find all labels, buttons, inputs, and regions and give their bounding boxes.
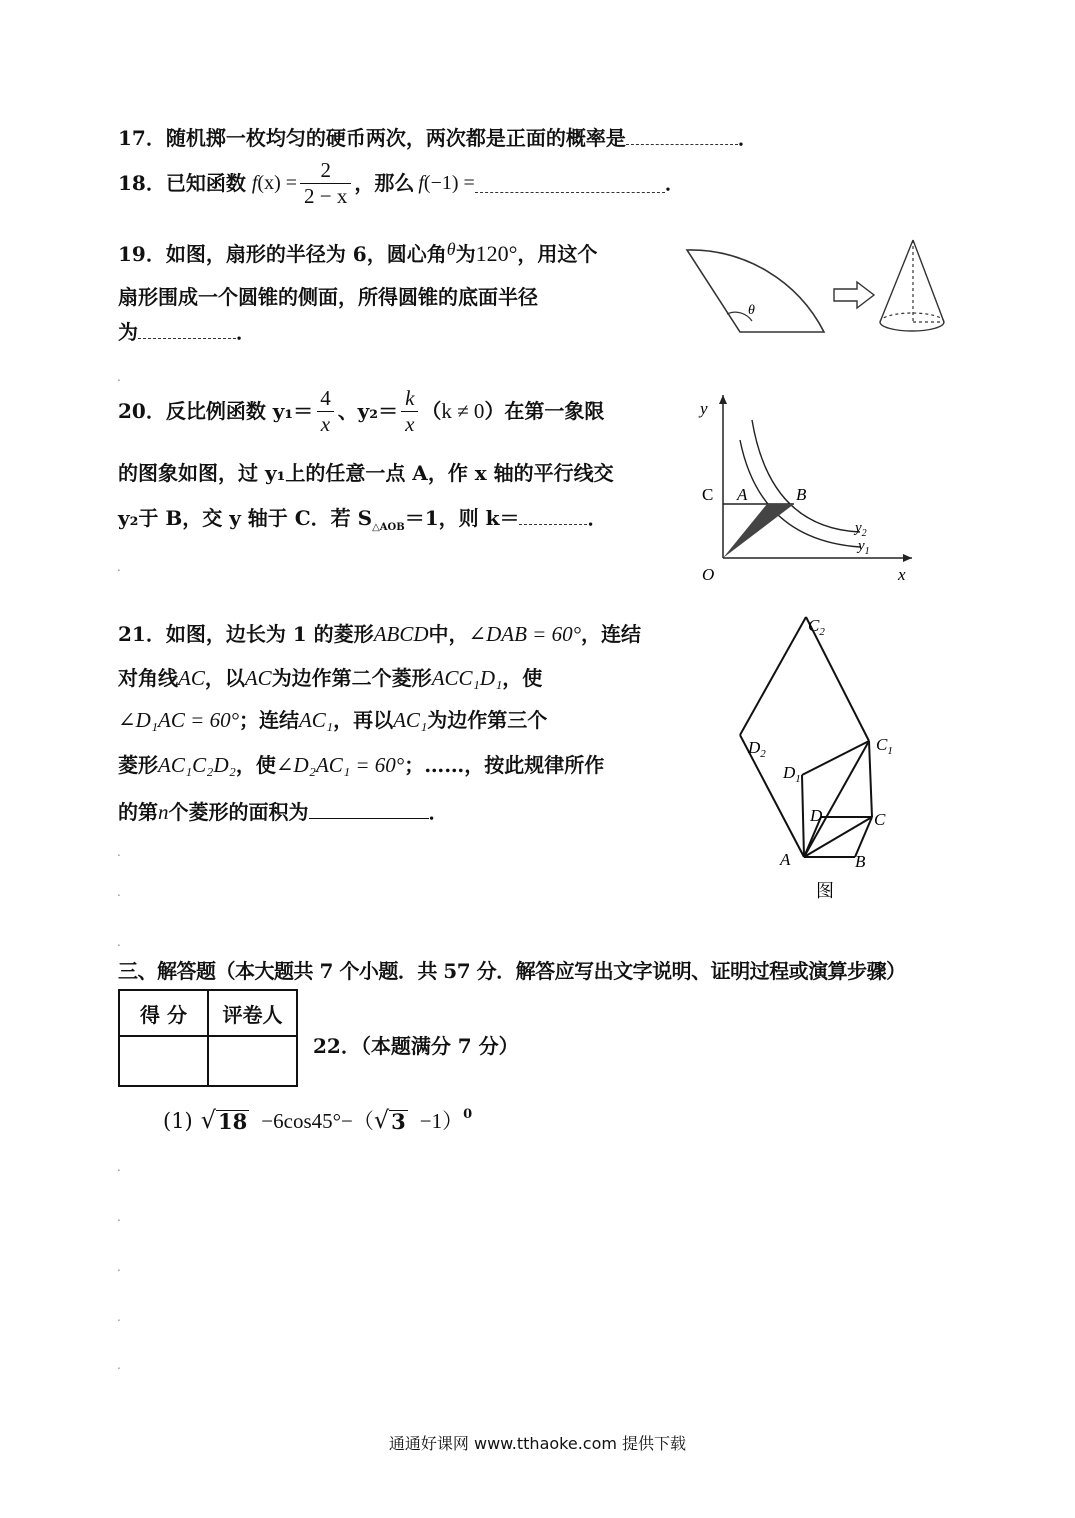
q21-line1 — [118, 624, 641, 645]
q19-theta: θ — [446, 239, 456, 259]
q18-text-b: ，那么 — [354, 171, 415, 195]
q19-line3-text: 为 — [118, 320, 138, 344]
label-y1-main: y — [858, 538, 865, 554]
q20-line1-c: （ — [421, 399, 442, 423]
label-y: y — [700, 399, 708, 418]
q21-line4-b: ，使 — [235, 753, 276, 777]
q21-angle-d1ac: ∠D₁AC = 60° — [118, 708, 239, 732]
q22-end-expression: −1） — [419, 1109, 464, 1133]
label-D1-main: D — [783, 763, 796, 782]
label-D2 — [747, 738, 766, 760]
q20-frac2-num: k — [405, 385, 415, 410]
q19-line1-b: 为 — [455, 242, 476, 266]
margin-dot: . — [117, 885, 121, 899]
q17-end: ． — [737, 126, 758, 150]
label-y1 — [856, 538, 870, 557]
q20-fraction-1 — [316, 385, 335, 436]
label-C: C — [874, 810, 886, 829]
q21-line1-a: 如图，边长为 1 的菱形 — [165, 622, 374, 646]
q21-line3 — [118, 710, 547, 731]
footer: 通通好课网 www.tthaoke.com 提供下载 — [388, 1434, 687, 1453]
q18-number: 18． — [118, 171, 166, 195]
q21-line4 — [118, 755, 604, 776]
q20-fraction-2 — [401, 385, 418, 436]
y-axis-arrow-icon — [719, 395, 727, 404]
grade-table — [118, 989, 298, 1087]
q18-denominator — [300, 183, 351, 207]
question-18 — [118, 152, 685, 214]
q21-ac1-2: AC₁ — [393, 708, 428, 732]
q19-line3 — [118, 320, 256, 342]
label-A: A — [780, 850, 791, 869]
q21-line3-c: 为边作第三个 — [427, 708, 548, 732]
q18-f: f — [418, 172, 424, 194]
label-y1-sub: 1 — [864, 546, 870, 557]
q18-answer-blank — [475, 174, 665, 193]
q21-ac-2: AC — [244, 666, 272, 690]
q17-number: 17． — [118, 126, 166, 150]
q19-end: ． — [236, 320, 256, 344]
x-axis-arrow-icon — [903, 554, 912, 562]
label-D2-sub: 2 — [760, 748, 766, 760]
q19-figure-bg — [682, 230, 947, 355]
q21-line3-a: ；连结 — [238, 708, 299, 732]
label-C1 — [876, 735, 893, 757]
label-D1 — [782, 763, 801, 785]
margin-dot: . — [117, 845, 121, 859]
grade-header-grader: 评卷人 — [208, 990, 297, 1036]
q19-answer-blank — [138, 320, 236, 339]
edge-C1C2 — [806, 617, 869, 741]
label-D: D — [810, 806, 823, 825]
q21-line4-c: ；……，按此规律所作 — [404, 753, 605, 777]
sqrt-icon: √ — [200, 1106, 217, 1134]
q22-title: 22．（本题满分 7 分） — [313, 1034, 519, 1058]
q21-line5 — [118, 800, 449, 823]
sqrt-3-radicand: 3 — [391, 1109, 406, 1134]
sector-theta-label: θ — [748, 303, 755, 318]
sqrt-icon: √ — [373, 1106, 390, 1134]
grade-header-score: 得 分 — [119, 990, 208, 1036]
q21-angle-dab: ∠DAB = 60° — [468, 622, 582, 646]
q20-figure — [690, 390, 920, 590]
q21-figure — [728, 605, 928, 905]
q20-frac2-den: x — [401, 411, 418, 435]
q20-condition: k ≠ 0 — [441, 398, 485, 423]
q18-f-rest: (−1) = — [423, 172, 475, 194]
q18-fx: f — [251, 172, 258, 194]
q19-angle: 120° — [475, 241, 518, 266]
margin-dot: . — [117, 560, 121, 574]
q21-n: n — [158, 800, 169, 824]
q19-line1 — [118, 240, 597, 265]
label-y2-main: y — [855, 520, 862, 536]
q21-line4-a: 菱形 — [118, 753, 158, 777]
q20-end: ． — [587, 506, 608, 530]
edge-C2D2 — [740, 617, 806, 735]
q21-end: ． — [428, 800, 449, 824]
q20-line1-d: ）在第一象限 — [484, 399, 605, 423]
q20-line1-a: 反比例函数 y₁＝ — [165, 399, 314, 423]
q21-line5-a: 的第 — [118, 800, 158, 824]
margin-dot: . — [117, 1358, 121, 1372]
q21-line2-b: ，以 — [204, 666, 245, 690]
label-C: C — [702, 485, 714, 504]
q20-line1-b: 、y₂＝ — [337, 399, 399, 423]
label-C1-main: C — [876, 735, 888, 754]
margin-dot: . — [117, 370, 121, 384]
figure-caption: 图 — [816, 881, 834, 901]
sqrt-18 — [201, 1108, 250, 1132]
q21-line1-c: ，连结 — [581, 622, 642, 646]
q20-area-subscript: △AOB — [372, 522, 405, 533]
q21-ac1c2d2: AC₁C₂D₂ — [158, 753, 236, 777]
edge-CC1 — [869, 741, 872, 817]
label-C2-sub: 2 — [819, 626, 825, 638]
q19-line1-c: ，用这个 — [517, 242, 598, 266]
q21-line2-c: 为边作第二个菱形 — [271, 666, 432, 690]
q22-exponent: 0 — [463, 1107, 473, 1122]
margin-dot: . — [117, 1210, 121, 1224]
q18-numerator: 2 — [320, 157, 331, 182]
q20-line1 — [118, 382, 604, 440]
q18-fx-rest: (x) = — [257, 172, 298, 194]
q19-line2: 扇形围成一个圆锥的侧面，所得圆锥的底面半径 — [118, 285, 538, 309]
section3-heading: 三、解答题（本大题共 7 个小题．共 57 分．解答应写出文字说明、证明过程或演算步骤） — [118, 959, 906, 983]
q20-number: 20． — [118, 399, 166, 423]
q21-line3-b: ，再以 — [333, 708, 394, 732]
q17-text: 随机掷一枚均匀的硬币两次，两次都是正面的概率是 — [165, 126, 626, 150]
q18-end: ． — [664, 171, 685, 195]
label-B: B — [855, 852, 866, 871]
q21-acc1d1: ACC₁D₁ — [431, 666, 503, 690]
q22-mid-expression: −6cos45°−（ — [261, 1109, 374, 1133]
q18-den-text: 2 − x — [304, 183, 348, 208]
label-y2-sub: 2 — [861, 528, 867, 539]
q22-part1-label: (1) — [163, 1109, 193, 1133]
question-17 — [118, 126, 758, 148]
label-y2 — [853, 520, 867, 539]
q21-angle-d2ac1: ∠D₂AC₁ = 60° — [275, 753, 405, 777]
q18-text-a: 已知函数 — [165, 171, 246, 195]
q19-number: 19． — [118, 242, 166, 266]
q21-answer-blank — [309, 800, 429, 819]
label-D2-main: D — [748, 738, 761, 757]
q21-line1-b: 中， — [428, 622, 469, 646]
label-B: B — [796, 485, 807, 504]
q21-line2-d: ，使 — [502, 666, 543, 690]
sqrt-3 — [374, 1108, 408, 1132]
label-D1-sub: 1 — [795, 773, 801, 785]
q21-line2 — [118, 668, 542, 689]
sqrt-18-radicand: 18 — [218, 1109, 248, 1134]
q20-line3-a: y₂于 B，交 y 轴于 C．若 S — [118, 506, 373, 530]
q21-abcd: ABCD — [373, 622, 429, 646]
q19-line1-a: 如图，扇形的半径为 6，圆心角 — [165, 242, 447, 266]
margin-dot: . — [117, 1260, 121, 1274]
q20-line2: 的图象如图，过 y₁上的任意一点 A，作 x 轴的平行线交 — [118, 461, 614, 485]
q21-ac-1: AC — [178, 666, 205, 690]
q20-answer-blank — [519, 506, 587, 525]
q22-part1 — [163, 1108, 472, 1132]
q21-line5-b: 个菱形的面积为 — [168, 800, 309, 824]
label-C1-sub: 1 — [887, 745, 893, 757]
label-C2-main: C — [808, 616, 820, 635]
q21-ac1-1: AC₁ — [298, 708, 334, 732]
margin-dot: . — [117, 1310, 121, 1324]
grade-cell-grader[interactable] — [208, 1036, 297, 1086]
label-O: O — [702, 565, 715, 584]
q17-answer-blank — [626, 126, 738, 145]
q21-line2-a: 对角线 — [118, 666, 178, 690]
q20-frac1-num: 4 — [320, 385, 331, 410]
q20-line3 — [118, 506, 607, 533]
q19-figure — [682, 230, 947, 355]
triangle-AOB — [723, 504, 794, 558]
q18-fraction — [300, 157, 351, 208]
q21-number: 21． — [118, 622, 166, 646]
label-x: x — [898, 565, 906, 584]
q20-frac1-den: x — [317, 411, 334, 435]
margin-dot: . — [117, 935, 121, 949]
margin-dot: . — [117, 1160, 121, 1174]
label-C2 — [808, 616, 825, 638]
grade-cell-score[interactable] — [119, 1036, 208, 1086]
edge-D1A — [802, 775, 804, 857]
q20-line3-b: ＝1，则 k＝ — [404, 506, 520, 530]
label-A: A — [737, 485, 748, 504]
